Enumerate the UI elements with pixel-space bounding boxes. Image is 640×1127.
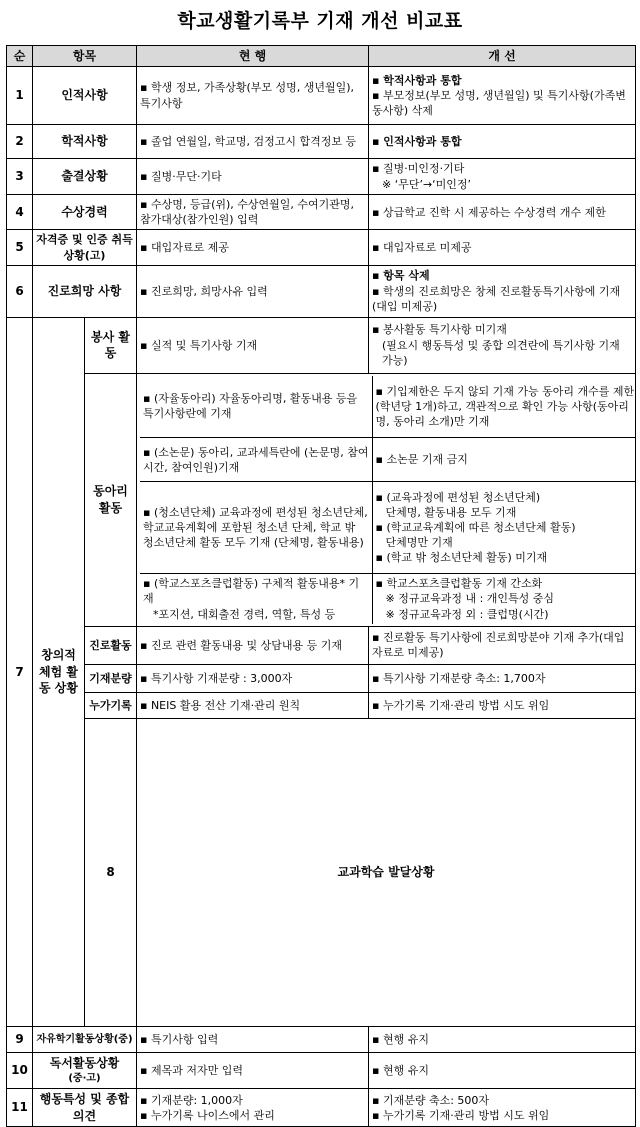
table-row [7,1089,636,1127]
item-label: 행동특성 및 종합의견 [33,1089,137,1127]
improve-text: ▪ 상급학교 진학 시 제공하는 수상경력 개수 제한 [372,205,606,219]
table-row [7,1053,636,1089]
table-row [7,664,636,692]
improve-cell [372,574,636,624]
table-row [7,125,636,159]
row-number: 9 [7,1027,33,1053]
list-item [140,438,636,482]
improve-text: ▪ 봉사활동 특기사항 미기재 [372,323,507,337]
improve-cell [369,265,636,317]
improve-cell [369,626,636,664]
sub-item-label: 동아리 활동 [85,373,137,626]
table-row [7,159,636,195]
current-cell [137,159,369,195]
row-number: 1 [7,67,33,125]
improve-text: ▪ 진로활동 특기사항에 진로희망분야 기재 추가(대입자료로 미제공) [372,631,625,660]
item-label: 학적사항 [33,125,137,159]
club-detail-cell [137,373,636,626]
header-improve: 개 선 [369,46,636,67]
item-label [33,1053,137,1089]
improve-cell [369,195,636,230]
row-number: 3 [7,159,33,195]
improve-cell [372,376,636,438]
sub-item-label: 진로활동 [85,626,137,664]
current-cell [137,317,369,373]
improve-cell [372,482,636,574]
current-cell [137,265,369,317]
current-text: ▪ NEIS 활용 전산 기재·관리 원칙 [140,698,301,712]
comparison-table [6,45,636,1127]
improve-text: ▪ 학교스포츠클럽활동 기재 간소화 [375,577,543,591]
current-cell [137,1089,369,1127]
improve-note: (필요시 행동특성 및 종합 의견란에 특기사항 기재 가능) [382,338,620,367]
current-text: ▪ 실적 및 특기사항 기재 [140,338,258,352]
item-label: 창의적 체험 활동 상황 [33,317,85,1026]
current-text: ▪ 진로희망, 희망사유 입력 [140,284,268,298]
improve-cell [369,664,636,692]
table-row [7,265,636,317]
row-number: 11 [7,1089,33,1127]
current-text: ▪ 제목과 저자만 입력 [140,1064,243,1078]
row-number: 7 [7,317,33,1026]
row-number: 8 [85,718,137,1026]
current-cell [137,692,369,718]
list-item [140,376,636,438]
improve-text: ▪ (학교교육계획에 따른 청소년단체 활동) [375,521,576,535]
row-number: 5 [7,230,33,265]
sub-item-label: 누가기록 [85,692,137,718]
current-text: ▪ 수상명, 등급(위), 수상연월일, 수여기관명, 참가대상(참가인원) 입력 [140,198,355,227]
table-row [7,1027,636,1053]
page-title: 학교생활기록부 기재 개선 비교표 [177,10,463,32]
improve-cell [369,692,636,718]
improve-cell [369,1027,636,1053]
improve-cell [372,438,636,482]
improve-cell [369,67,636,125]
current-text: ▪ 특기사항 입력 [140,1033,219,1047]
table-row [7,373,636,626]
current-cell [140,376,372,438]
item-label: 진로희망 사항 [33,265,137,317]
improve-text: ▪ 학생의 진로희망은 창체 진로활동특기사항에 기재(대입 미제공) [372,284,621,313]
current-text: ▪ 특기사항 기재분량 : 3,000자 [140,671,293,685]
current-text: ▪ 졸업 연월일, 학교명, 검정고시 합격정보 등 [140,134,357,148]
header-item: 항목 [33,46,137,67]
improve-text: ▪ 학적사항과 통합 [372,73,462,87]
current-cell [137,230,369,265]
item-label-main: 독서활동상황 [49,1056,120,1071]
current-text: ▪ 질병·무단·기타 [140,169,222,183]
improve-text: 단체명, 활동내용 모두 기재 [385,505,517,519]
improve-note: ※ 정규교육과정 내 : 개인특성 중심 [385,592,555,606]
item-label: 자유학기활동상황(중) [33,1027,137,1053]
item-label: 수상경력 [33,195,137,230]
current-text: ▪ (청소년단체) 교육과정에 편성된 청소년단체, 학교교육계획에 포함된 청소년 단체, 학교 밖 청소년단체 활동 모두 기재 (단체명, 활동내용) [143,505,368,550]
item-label: 인적사항 [33,67,137,125]
table-row [7,718,636,1026]
row-number: 6 [7,265,33,317]
item-label: 출결상황 [33,159,137,195]
current-note: *포지션, 대회출전 경력, 역할, 특성 등 [153,607,336,621]
improve-text: ▪ 현행 유지 [372,1064,429,1078]
sub-item-label: 기재분량 [85,664,137,692]
improve-text: ▪ 소논문 기재 금지 [375,453,468,467]
item-label: 교과학습 발달상황 [137,718,636,1026]
table-row [7,626,636,664]
club-subtable [140,376,636,624]
current-text: ▪ 누가기록 나이스에서 관리 [140,1108,275,1122]
current-cell [137,67,369,125]
improve-text: ▪ 누가기록 기재·관리 방법 시도 위임 [372,698,550,712]
current-text: ▪ 기재분량: 1,000자 [140,1093,243,1107]
current-cell [137,626,369,664]
current-text: ▪ 대입자료로 제공 [140,240,229,254]
list-item [140,482,636,574]
improve-text: ▪ 질병·미인정·기타 [372,162,465,176]
improve-note: ※ ‘무단’→‘미인정’ [382,177,472,191]
current-cell [140,482,372,574]
row-number: 10 [7,1053,33,1089]
current-text: ▪ (소논문) 동아리, 교과세특란에 (논문명, 참여시간, 참여인원)기재 [143,445,369,474]
table-row [7,195,636,230]
improve-text: ▪ (교육과정에 편성된 청소년단체) [375,490,541,504]
improve-text: ▪ 기재분량 축소: 500자 [372,1093,490,1107]
item-label: 자격증 및 인증 취득상황(고) [33,230,137,265]
improve-cell [369,159,636,195]
current-text: ▪ (자율동아리) 자율동아리명, 활동내용 등을 특기사항란에 기재 [143,392,358,421]
improve-text: 단체명만 기재 [385,536,453,550]
table-row [7,67,636,125]
improve-text: ▪ 부모정보(부모 성명, 생년월일) 및 특기사항(가족변동사항) 삭제 [372,88,626,118]
improve-cell [369,125,636,159]
row-number: 2 [7,125,33,159]
improve-cell [369,1089,636,1127]
improve-text: ▪ (학교 밖 청소년단체 활동) 미기재 [375,551,548,565]
table-row [7,317,636,373]
improve-text: ▪ 특기사항 기재분량 축소: 1,700자 [372,671,546,685]
table-header-row [7,46,636,67]
improve-text: ▪ 누가기록 기재·관리 방법 시도 위임 [372,1108,550,1122]
header-current: 현 행 [137,46,369,67]
table-row [7,692,636,718]
improve-cell [369,317,636,373]
improve-text: ▪ 항목 삭제 [372,269,430,283]
improve-text: ▪ 현행 유지 [372,1033,429,1047]
current-cell [137,125,369,159]
current-cell [137,195,369,230]
current-cell [140,438,372,482]
current-text: ▪ (학교스포츠클럽활동) 구체적 활동내용* 기재 [143,577,360,606]
current-cell [137,1027,369,1053]
improve-text: ▪ 대입자료로 미제공 [372,240,472,254]
table-row [7,230,636,265]
improve-cell [369,230,636,265]
improve-note: ※ 정규교육과정 외 : 클럽명(시간) [385,607,549,621]
current-cell [137,664,369,692]
improve-text: ▪ 인적사항과 통합 [372,134,462,148]
current-cell [140,574,372,624]
improve-text: ▪ 기입제한은 두지 않되 기재 가능 동아리 개수를 제한(학년당 1개)하고, 객관적으로 확인 가능 사항(동아리명, 동아리 소개)만 기재 [375,384,635,429]
improve-cell [369,1053,636,1089]
current-cell [137,1053,369,1089]
current-text: ▪ 진로 관련 활동내용 및 상담내용 등 기재 [140,638,342,652]
sub-item-label: 봉사 활동 [85,317,137,373]
row-number: 4 [7,195,33,230]
current-text: ▪ 학생 정보, 가족상황(부모 성명, 생년월일), 특기사항 [140,81,355,110]
item-label-sub: (중·고) [68,1073,101,1085]
header-no: 순 [7,46,33,67]
list-item [140,574,636,624]
